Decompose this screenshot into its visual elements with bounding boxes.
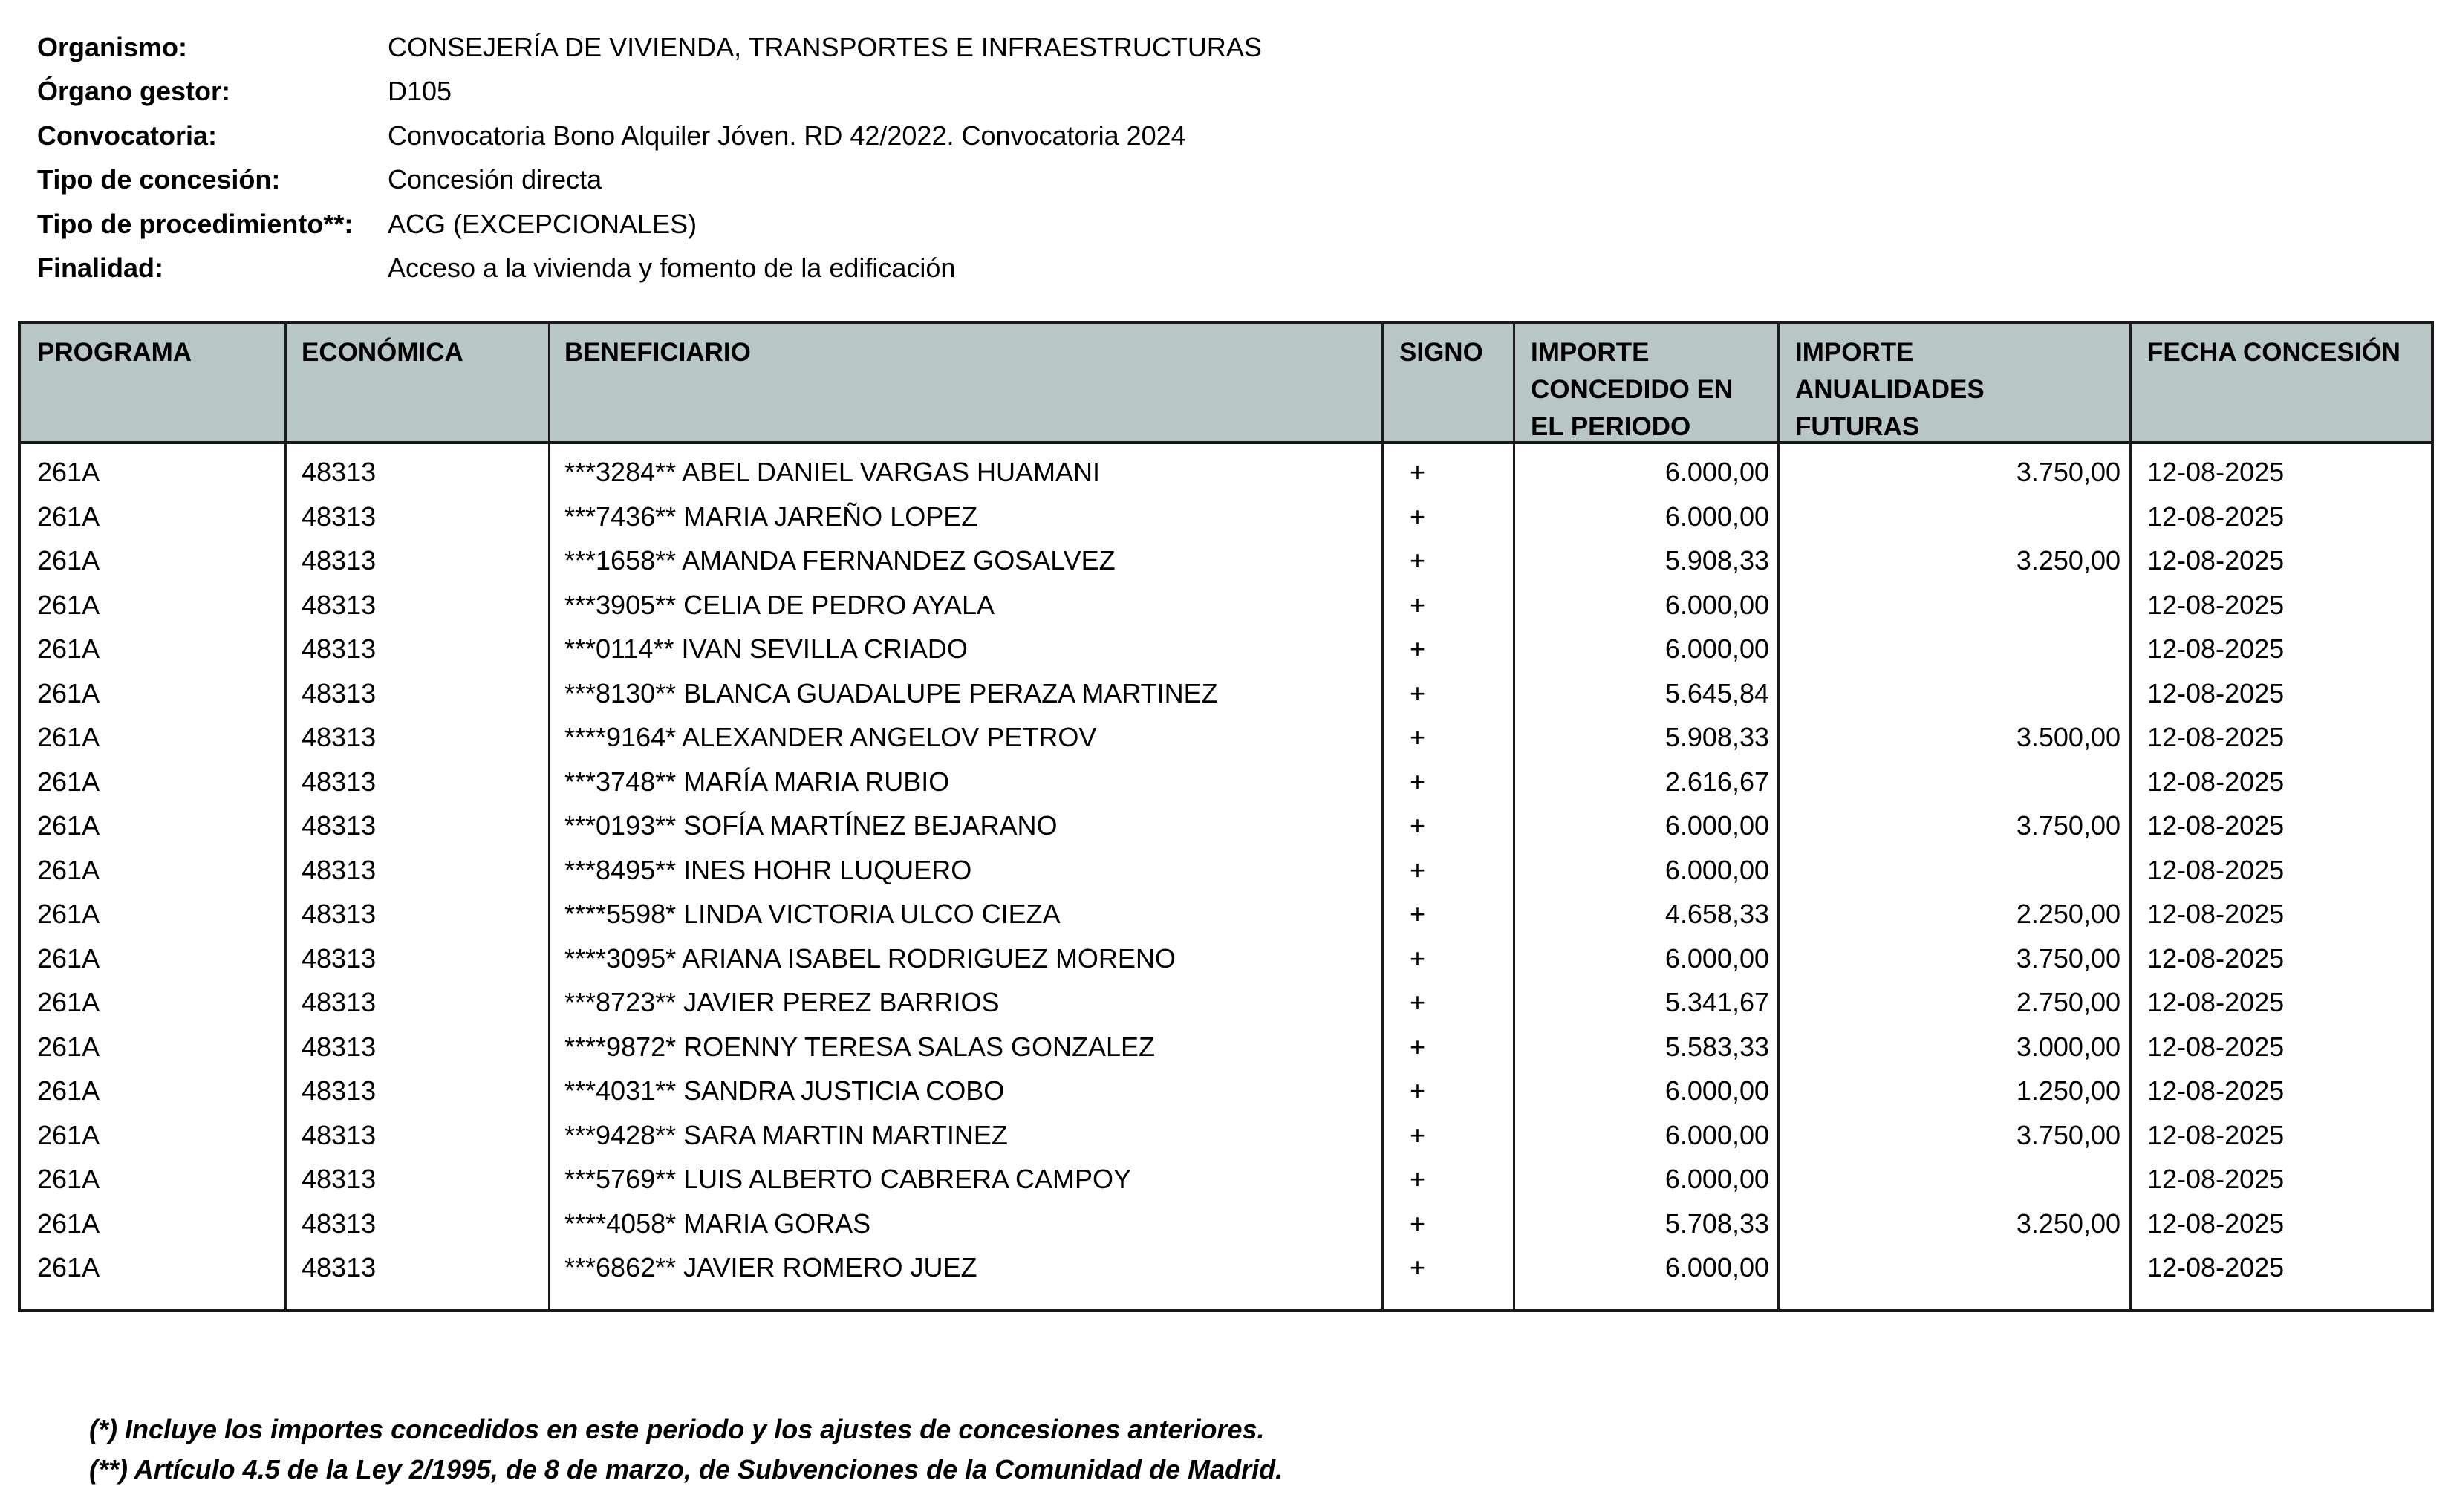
cell-economica: 48313 — [302, 501, 377, 532]
cell-economica: 48313 — [302, 1164, 377, 1194]
grants-table — [18, 321, 2434, 1312]
cell-fecha: 12-08-2025 — [2147, 677, 2285, 708]
cell-signo: + — [1410, 810, 1426, 841]
meta-label: Órgano gestor: — [37, 76, 231, 107]
cell-signo: + — [1410, 722, 1426, 752]
cell-economica: 48313 — [302, 589, 377, 620]
cell-fecha: 12-08-2025 — [2147, 589, 2285, 620]
cell-beneficiario: ***3905** CELIA DE PEDRO AYALA — [564, 589, 995, 620]
cell-beneficiario: ***3748** MARÍA MARIA RUBIO — [564, 766, 950, 797]
table-row — [21, 715, 2431, 760]
cell-signo: + — [1410, 501, 1426, 532]
cell-programa: 261A — [37, 987, 100, 1017]
cell-signo: + — [1410, 987, 1426, 1017]
header-importe — [1531, 334, 1733, 446]
cell-anualidades: 1.250,00 — [2016, 1075, 2120, 1106]
table-row — [21, 671, 2431, 716]
meta-value: CONSEJERÍA DE VIVIENDA, TRANSPORTES E INFRAESTRUCTURAS — [388, 31, 1262, 62]
cell-anualidades: 3.000,00 — [2016, 1031, 2120, 1062]
cell-importe: 2.616,67 — [1664, 766, 1769, 797]
table-row — [21, 495, 2431, 539]
cell-economica: 48313 — [302, 1031, 377, 1062]
cell-beneficiario: ***3284** ABEL DANIEL VARGAS HUAMANI — [564, 457, 1100, 487]
cell-programa: 261A — [37, 766, 100, 797]
cell-signo: + — [1410, 1208, 1426, 1239]
cell-signo: + — [1410, 1075, 1426, 1106]
cell-programa: 261A — [37, 942, 100, 974]
cell-fecha: 12-08-2025 — [2147, 810, 2285, 841]
cell-economica: 48313 — [302, 633, 377, 664]
table-row — [21, 892, 2431, 936]
cell-programa: 261A — [37, 545, 100, 576]
cell-signo: + — [1410, 1119, 1426, 1150]
cell-programa: 261A — [37, 1208, 100, 1239]
header-fecha: FECHA CONCESIÓN — [2147, 338, 2400, 367]
cell-beneficiario: ***6862** JAVIER ROMERO JUEZ — [564, 1252, 977, 1283]
cell-programa: 261A — [37, 501, 100, 532]
cell-programa: 261A — [37, 854, 100, 885]
cell-signo: + — [1410, 766, 1426, 797]
cell-fecha: 12-08-2025 — [2147, 633, 2285, 664]
cell-importe: 6.000,00 — [1664, 1119, 1769, 1150]
meta-value: Concesión directa — [388, 164, 602, 195]
cell-anualidades: 3.750,00 — [2016, 457, 2120, 487]
meta-label: Convocatoria: — [37, 120, 218, 151]
table-header — [21, 324, 2431, 444]
cell-beneficiario: ***1658** AMANDA FERNANDEZ GOSALVEZ — [564, 545, 1116, 576]
cell-importe: 5.708,33 — [1664, 1208, 1769, 1239]
cell-fecha: 12-08-2025 — [2147, 899, 2285, 929]
table-row — [21, 1113, 2431, 1158]
header-importe-line1: IMPORTE — [1531, 338, 1650, 367]
table-row — [21, 848, 2431, 893]
cell-importe: 6.000,00 — [1664, 810, 1769, 841]
footnote: (*) Incluye los importes concedidos en este periodo y los ajustes de concesiones anteriores. — [89, 1414, 1265, 1444]
cell-signo: + — [1410, 1252, 1426, 1283]
cell-programa: 261A — [37, 722, 100, 752]
cell-economica: 48313 — [302, 1075, 377, 1106]
cell-importe: 5.583,33 — [1664, 1031, 1769, 1062]
cell-importe: 5.908,33 — [1664, 545, 1769, 576]
cell-anualidades: 2.750,00 — [2016, 987, 2120, 1017]
cell-anualidades: 3.750,00 — [2016, 1119, 2120, 1150]
cell-economica: 48313 — [302, 1252, 377, 1283]
cell-beneficiario: ***0114** IVAN SEVILLA CRIADO — [564, 633, 968, 664]
cell-fecha: 12-08-2025 — [2147, 854, 2285, 885]
cell-importe: 6.000,00 — [1664, 589, 1769, 620]
cell-importe: 6.000,00 — [1664, 854, 1769, 885]
cell-fecha: 12-08-2025 — [2147, 545, 2285, 576]
cell-beneficiario: ***9428** SARA MARTIN MARTINEZ — [564, 1119, 1008, 1150]
cell-economica: 48313 — [302, 545, 377, 576]
cell-economica: 48313 — [302, 722, 377, 752]
cell-beneficiario: ***5769** LUIS ALBERTO CABRERA CAMPOY — [564, 1164, 1132, 1194]
header-beneficiario: BENEFICIARIO — [564, 338, 751, 367]
table-row — [21, 1245, 2431, 1290]
cell-programa: 261A — [37, 1164, 100, 1194]
cell-economica: 48313 — [302, 766, 377, 797]
cell-programa: 261A — [37, 899, 100, 929]
cell-fecha: 12-08-2025 — [2147, 1119, 2285, 1150]
cell-programa: 261A — [37, 677, 100, 708]
header-anualidades-line2: ANUALIDADES — [1795, 375, 1985, 404]
header-anualidades — [1795, 334, 1985, 446]
meta-value: ACG (EXCEPCIONALES) — [388, 208, 697, 239]
cell-signo: + — [1410, 545, 1426, 576]
cell-beneficiario: ***8495** INES HOHR LUQUERO — [564, 854, 972, 885]
cell-fecha: 12-08-2025 — [2147, 1075, 2285, 1106]
cell-beneficiario: ***4031** SANDRA JUSTICIA COBO — [564, 1075, 1005, 1106]
header-economica: ECONÓMICA — [302, 338, 463, 367]
cell-signo: + — [1410, 589, 1426, 620]
cell-importe: 6.000,00 — [1664, 942, 1769, 974]
footnote: (**) Artículo 4.5 de la Ley 2/1995, de 8 de marzo, de Subvenciones de la Comunidad de Madrid. — [89, 1454, 1283, 1485]
cell-fecha: 12-08-2025 — [2147, 501, 2285, 532]
meta-row-tipo-procedimiento — [37, 202, 1262, 247]
cell-signo: + — [1410, 633, 1426, 664]
table-row — [21, 538, 2431, 583]
cell-signo: + — [1410, 677, 1426, 708]
cell-fecha: 12-08-2025 — [2147, 1031, 2285, 1062]
meta-label: Organismo: — [37, 31, 188, 62]
cell-beneficiario: ***8723** JAVIER PEREZ BARRIOS — [564, 987, 1000, 1017]
cell-fecha: 12-08-2025 — [2147, 1164, 2285, 1194]
table-row — [21, 804, 2431, 848]
meta-label: Tipo de concesión: — [37, 164, 281, 195]
cell-signo: + — [1410, 899, 1426, 929]
table-row — [21, 936, 2431, 981]
cell-beneficiario: ****9164* ALEXANDER ANGELOV PETROV — [564, 722, 1097, 752]
meta-value: Acceso a la vivienda y fomento de la edificación — [388, 252, 956, 284]
cell-anualidades: 3.750,00 — [2016, 810, 2120, 841]
meta-label: Finalidad: — [37, 252, 163, 284]
meta-row-organo-gestor — [37, 70, 1262, 114]
cell-economica: 48313 — [302, 457, 377, 487]
document-metadata — [37, 25, 1262, 290]
cell-fecha: 12-08-2025 — [2147, 457, 2285, 487]
cell-economica: 48313 — [302, 1208, 377, 1239]
cell-economica: 48313 — [302, 987, 377, 1017]
header-anualidades-line3: FUTURAS — [1795, 412, 1920, 441]
cell-anualidades: 2.250,00 — [2016, 899, 2120, 929]
cell-fecha: 12-08-2025 — [2147, 766, 2285, 797]
meta-row-finalidad — [37, 247, 1262, 291]
cell-importe: 4.658,33 — [1664, 899, 1769, 929]
table-row — [21, 583, 2431, 628]
cell-programa: 261A — [37, 1252, 100, 1283]
table-row — [21, 1069, 2431, 1113]
cell-anualidades: 3.750,00 — [2016, 942, 2120, 974]
cell-programa: 261A — [37, 1075, 100, 1106]
cell-anualidades: 3.250,00 — [2016, 545, 2120, 576]
cell-beneficiario: ****5598* LINDA VICTORIA ULCO CIEZA — [564, 899, 1061, 929]
cell-importe: 6.000,00 — [1664, 1075, 1769, 1106]
cell-signo: + — [1410, 854, 1426, 885]
cell-economica: 48313 — [302, 810, 377, 841]
cell-fecha: 12-08-2025 — [2147, 722, 2285, 752]
cell-economica: 48313 — [302, 677, 377, 708]
footnotes — [89, 1410, 1283, 1490]
header-signo: SIGNO — [1399, 338, 1483, 367]
cell-beneficiario: ****9872* ROENNY TERESA SALAS GONZALEZ — [564, 1031, 1156, 1062]
cell-programa: 261A — [37, 633, 100, 664]
cell-programa: 261A — [37, 810, 100, 841]
cell-fecha: 12-08-2025 — [2147, 942, 2285, 974]
meta-row-convocatoria — [37, 114, 1262, 158]
cell-beneficiario: ***7436** MARIA JAREÑO LOPEZ — [564, 501, 978, 532]
cell-importe: 6.000,00 — [1664, 1252, 1769, 1283]
cell-economica: 48313 — [302, 899, 377, 929]
cell-programa: 261A — [37, 457, 100, 487]
cell-economica: 48313 — [302, 1119, 377, 1150]
cell-anualidades: 3.500,00 — [2016, 722, 2120, 752]
meta-value: Convocatoria Bono Alquiler Jóven. RD 42/2022. Convocatoria 2024 — [388, 120, 1186, 151]
meta-value: D105 — [388, 76, 452, 107]
header-anualidades-line1: IMPORTE — [1795, 338, 1914, 367]
table-row — [21, 450, 2431, 495]
cell-beneficiario: ***8130** BLANCA GUADALUPE PERAZA MARTINEZ — [564, 677, 1218, 708]
cell-importe: 5.908,33 — [1664, 722, 1769, 752]
cell-signo: + — [1410, 942, 1426, 974]
table-row — [21, 1025, 2431, 1069]
cell-fecha: 12-08-2025 — [2147, 1208, 2285, 1239]
cell-importe: 6.000,00 — [1664, 1164, 1769, 1194]
meta-row-organismo — [37, 25, 1262, 70]
table-row — [21, 980, 2431, 1025]
cell-beneficiario: ***0193** SOFÍA MARTÍNEZ BEJARANO — [564, 810, 1058, 841]
meta-label: Tipo de procedimiento**: — [37, 208, 354, 239]
cell-signo: + — [1410, 457, 1426, 487]
table-row — [21, 627, 2431, 671]
header-importe-line3: EL PERIODO — [1531, 412, 1691, 441]
cell-importe: 6.000,00 — [1664, 633, 1769, 664]
meta-row-tipo-concesion — [37, 158, 1262, 203]
cell-beneficiario: ****3095* ARIANA ISABEL RODRIGUEZ MORENO — [564, 942, 1176, 974]
cell-importe: 5.341,67 — [1664, 987, 1769, 1017]
cell-programa: 261A — [37, 589, 100, 620]
cell-importe: 5.645,84 — [1664, 677, 1769, 708]
table-row — [21, 1202, 2431, 1246]
cell-economica: 48313 — [302, 854, 377, 885]
cell-economica: 48313 — [302, 942, 377, 974]
cell-importe: 6.000,00 — [1664, 501, 1769, 532]
cell-anualidades: 3.250,00 — [2016, 1208, 2120, 1239]
header-programa: PROGRAMA — [37, 338, 192, 367]
cell-signo: + — [1410, 1031, 1426, 1062]
cell-importe: 6.000,00 — [1664, 457, 1769, 487]
cell-fecha: 12-08-2025 — [2147, 1252, 2285, 1283]
table-row — [21, 760, 2431, 804]
cell-programa: 261A — [37, 1119, 100, 1150]
cell-signo: + — [1410, 1164, 1426, 1194]
header-importe-line2: CONCEDIDO EN — [1531, 375, 1734, 404]
cell-beneficiario: ****4058* MARIA GORAS — [564, 1208, 871, 1239]
table-row — [21, 1157, 2431, 1202]
table-body — [21, 450, 2431, 1290]
cell-programa: 261A — [37, 1031, 100, 1062]
cell-fecha: 12-08-2025 — [2147, 987, 2285, 1017]
